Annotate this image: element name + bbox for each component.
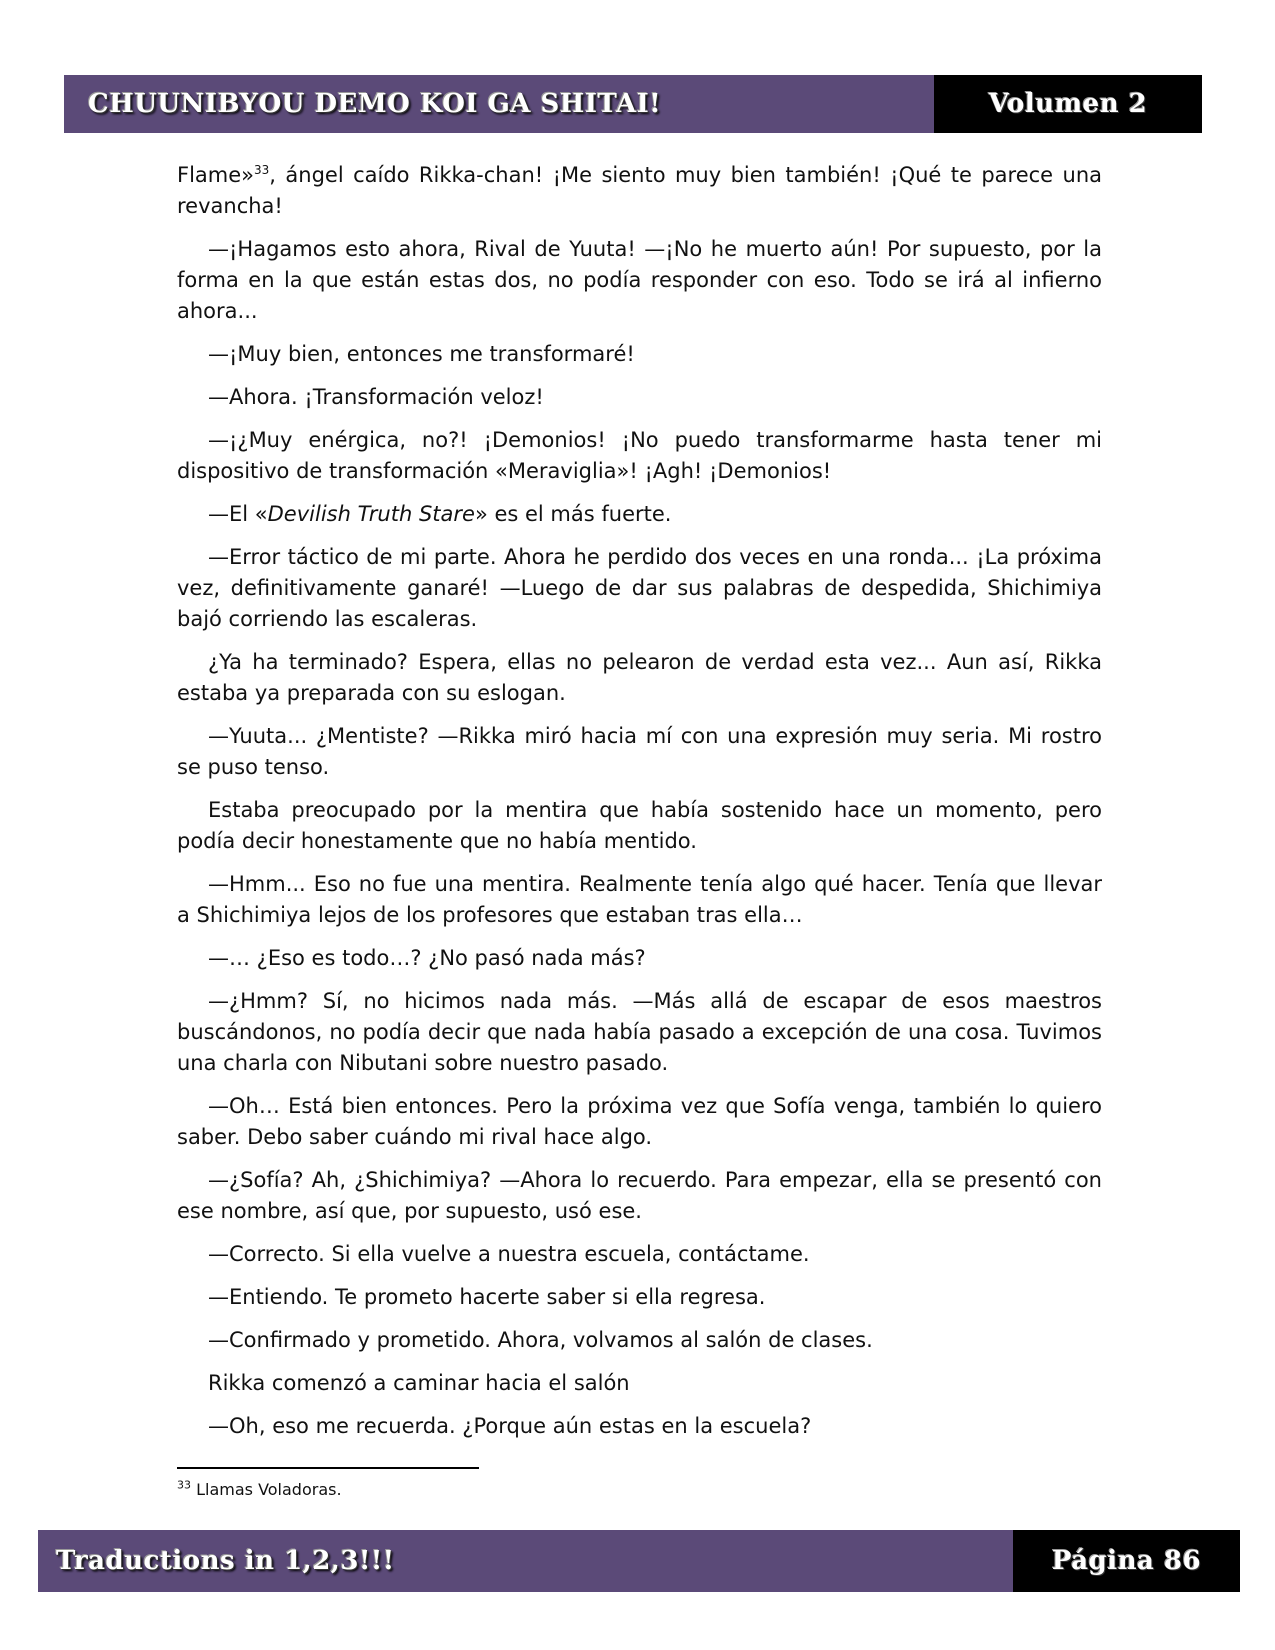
page-number: Página 86 (1051, 1546, 1202, 1576)
paragraph: —Ahora. ¡Transformación veloz! (208, 385, 544, 409)
text-span: » es el más fuerte. (474, 502, 672, 526)
footnote-reference: 33 (254, 163, 270, 177)
paragraph: —… ¿Eso es todo…? ¿No pasó nada más? (208, 946, 646, 970)
footer-page-box (1013, 1530, 1240, 1592)
footer-credit-box (38, 1530, 1013, 1592)
text-span: Flame» (177, 163, 255, 187)
paragraph: —¿Hmm? Sí, no hicimos nada más. —Más allá de escapar de esos maestros buscándonos, no podía decir que nada había pasado a excepción de una cosa. Tuvimos una charla con Nibutani sobre nuestro pasado. (177, 989, 1102, 1075)
paragraph: —Entiendo. Te prometo hacerte saber si ella regresa. (208, 1285, 766, 1309)
text-span: —El « (208, 502, 268, 526)
book-title: CHUUNIBYOU DEMO KOI GA SHITAI! (88, 89, 662, 119)
paragraph: —Confirmado y prometido. Ahora, volvamos al salón de clases. (208, 1328, 873, 1352)
paragraph: —¿Sofía? Ah, ¿Shichimiya? —Ahora lo recuerdo. Para empezar, ella se presentó con ese nombre, así que, por supuesto, usó ese. (177, 1168, 1102, 1223)
footnote-divider (177, 1467, 479, 1469)
paragraph: —Oh… Está bien entonces. Pero la próxima vez que Sofía venga, también lo quiero saber. Debo saber cuándo mi rival hace algo. (177, 1094, 1102, 1149)
page-footer (38, 1530, 1240, 1592)
footnote-text: Llamas Voladoras. (191, 1480, 342, 1499)
paragraph: —Yuuta... ¿Mentiste? —Rikka miró hacia mí con una expresión muy seria. Mi rostro se puso tenso. (177, 724, 1102, 779)
paragraph: Estaba preocupado por la mentira que había sostenido hace un momento, pero podía decir honestamente que no había mentido. (177, 798, 1102, 853)
text-span: , ángel caído Rikka-chan! ¡Me siento muy bien también! ¡Qué te parece una revancha! (177, 163, 1102, 218)
header-volume-box (934, 75, 1202, 133)
paragraph (177, 499, 1102, 530)
paragraph: —¡Hagamos esto ahora, Rival de Yuuta! —¡No he muerto aún! Por supuesto, por la forma en la que están estas dos, no podía responder con eso. Todo se irá al infierno ahora... (177, 237, 1102, 323)
paragraph: —Correcto. Si ella vuelve a nuestra escuela, contáctame. (208, 1242, 810, 1266)
paragraph: —¡Muy bien, entonces me transformaré! (208, 342, 635, 366)
body-text (177, 160, 1102, 1454)
footnote-number: 33 (177, 1478, 191, 1492)
header-title-box (64, 75, 934, 133)
translator-credit: Traductions in 1,2,3!!! (56, 1546, 395, 1576)
paragraph: —¡¿Muy enérgica, no?! ¡Demonios! ¡No puedo transformarme hasta tener mi dispositivo de transformación «Meraviglia»! ¡Agh! ¡Demonios! (177, 428, 1102, 483)
page-header (64, 75, 1202, 133)
italic-text: Devilish Truth Stare (267, 502, 475, 526)
paragraph: —Error táctico de mi parte. Ahora he perdido dos veces en una ronda... ¡La próxima vez, definitivamente ganaré! —Luego de dar sus palabras de despedida, Shichimiya bajó corriendo las escaleras. (177, 545, 1102, 631)
paragraph: ¿Ya ha terminado? Espera, ellas no pelearon de verdad esta vez... Aun así, Rikka estaba ya preparada con su eslogan. (177, 650, 1102, 705)
paragraph: —Oh, eso me recuerda. ¿Porque aún estas en la escuela? (208, 1414, 812, 1438)
paragraph: Rikka comenzó a caminar hacia el salón (208, 1371, 630, 1395)
paragraph: —Hmm... Eso no fue una mentira. Realmente tenía algo qué hacer. Tenía que llevar a Shichimiya lejos de los profesores que estaban tras ella… (177, 872, 1102, 927)
paragraph (177, 160, 1102, 222)
footnote (177, 1480, 342, 1499)
volume-label: Volumen 2 (988, 89, 1148, 119)
